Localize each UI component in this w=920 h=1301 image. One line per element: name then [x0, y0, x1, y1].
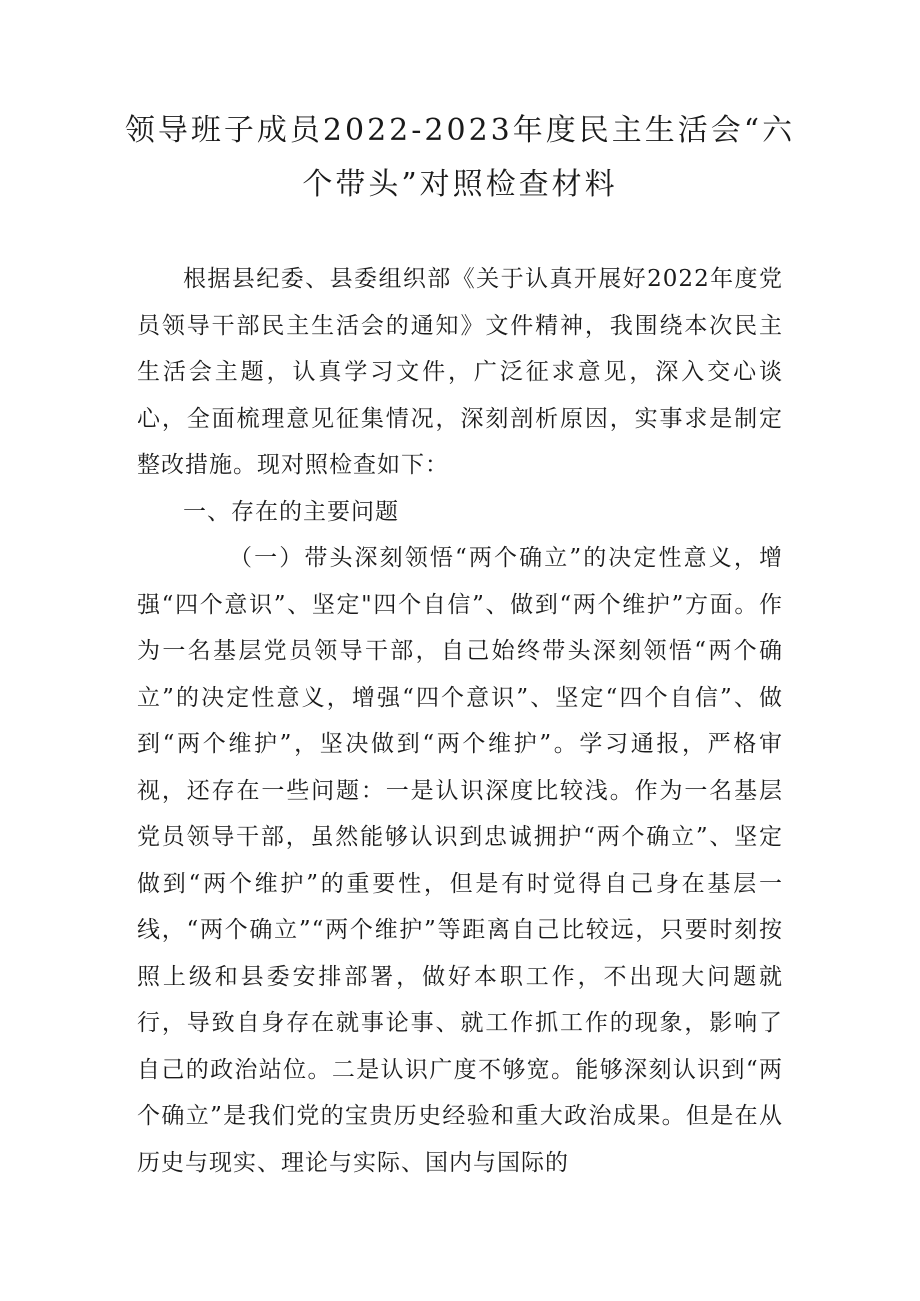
title-line-2: 个带头”对照检查材料 — [302, 167, 618, 202]
intro-paragraph: 根据县纪委、县委组织部《关于认真开展好2022年度党员领导干部民主生活会的通知》文件精神，我围绕本次民主生活会主题，认真学习文件，广泛征求意见，深入交心谈心，全面梳理意见征集情况，深刻剖析原因，实事求是制定整改措施。现对照检查如下： — [137, 266, 783, 478]
section-heading: 一、存在的主要问题 — [183, 498, 399, 525]
subsection-paragraph: （一）带头深刻领悟“两个确立”的决定性意义，增强“四个意识”、坚定"四个自信”、做到“两个维护”方面。作为一名基层党员领导干部，自己始终带头深刻领悟“两个确立”的决定性意义，增强“四个意识”、坚定“四个自信”、做到“两个维护”，坚决做到“两个维护”。学习通报，严格审视，还存在一些问题：一是认识深度比较浅。作为一名基层党员领导干部，虽然能够认识到忠诚拥护“两个确立”、坚定做到“两个维护”的重要性，但是有时觉得自己身在基层一线，“两个确立”“两个维护”等距离自己比较远，只要时刻按照上级和县委安排部署，做好本职工作，不出现大问题就行，导致自身存在就事论事、就工作抓工作的现象，影响了自己的政治站位。二是认识广度不够宽。能够深刻认识到“两个确立”是我们党的宝贵历史经验和重大政治成果。但是在从历史与现实、理论与实际、国内与国际的 — [137, 545, 783, 1176]
document-title — [110, 104, 810, 212]
document-body — [137, 256, 783, 1186]
title-line-1: 领导班子成员2022-2023年度民主生活会“六 — [124, 113, 796, 148]
